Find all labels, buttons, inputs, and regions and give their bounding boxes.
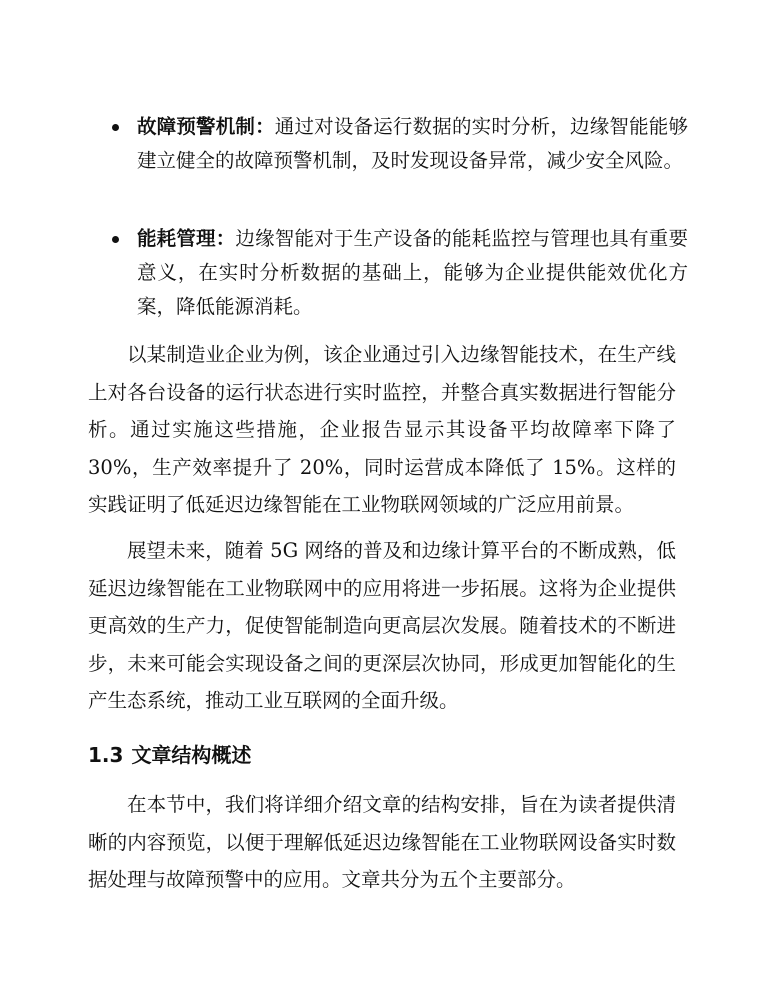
bullet-text	[137, 110, 688, 178]
bullet-text	[137, 222, 688, 324]
bullet-dot-icon	[112, 236, 119, 243]
bullet-colon: ：	[215, 227, 236, 250]
bullet-body: 通过对设备运行数据的实时分析，边缘智能能够建立健全的故障预警机制，及时发现设备异常，减少安全风险。	[137, 115, 688, 172]
bullet-item-energy-management	[113, 222, 688, 324]
bullet-dot-icon	[112, 124, 119, 131]
section-number: 1.3	[88, 743, 124, 767]
bullet-colon: ：	[255, 115, 275, 138]
bullet-term: 故障预警机制	[137, 115, 256, 138]
paragraph-outlook: 展望未来，随着 5G 网络的普及和边缘计算平台的不断成熟，低延迟边缘智能在工业物联网中的应用将进一步拓展。这将为企业提供更高效的生产力，促使智能制造向更高层次发展。随着技术的不断进步，未来可能会实现设备之间的更深层次协同，形成更加智能化的生产生态系统，推动工业互联网的全面升级。	[88, 539, 676, 712]
paragraph-section-intro: 在本节中，我们将详细介绍文章的结构安排，旨在为读者提供清晰的内容预览，以便于理解低延迟边缘智能在工业物联网设备实时数据处理与故障预警中的应用。文章共分为五个主要部分。	[88, 793, 676, 891]
bullet-item-fault-warning	[113, 110, 688, 178]
paragraph-case-study: 以某制造业企业为例，该企业通过引入边缘智能技术，在生产线上对各台设备的运行状态进行实时监控，并整合真实数据进行智能分析。通过实施这些措施，企业报告显示其设备平均故障率下降了 30%，生产效率提升了 20%，同时运营成本降低了 15%。这样的实践证明了低延迟边缘智能在工业物联网领域的广泛应用前景。	[88, 343, 676, 516]
bullet-term: 能耗管理	[137, 227, 216, 250]
section-heading	[88, 740, 251, 770]
bullet-body: 边缘智能对于生产设备的能耗监控与管理也具有重要意义，在实时分析数据的基础上，能够为企业提供能效优化方案，降低能源消耗。	[137, 227, 688, 318]
section-title: 文章结构概述	[131, 743, 252, 767]
